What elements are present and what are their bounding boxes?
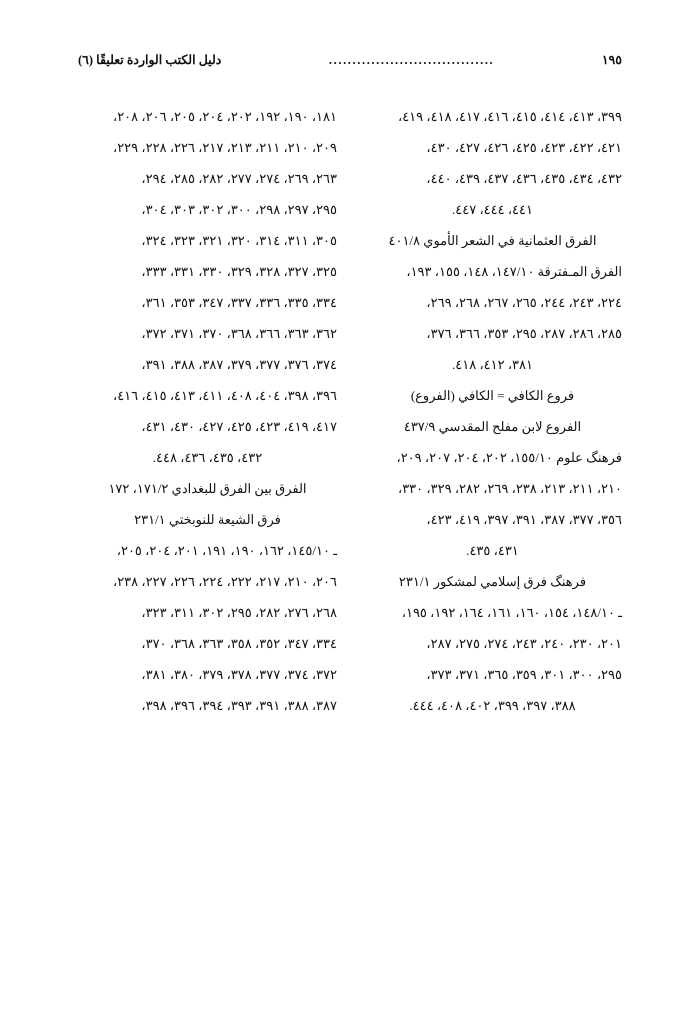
index-line: ٣٨٧، ٣٨٨، ٣٩١، ٣٩٣، ٣٩٤، ٣٩٦، ٣٩٨، bbox=[141, 698, 337, 713]
index-entry-title: فرق الشيعة للنوبختي ٢٣١/١ bbox=[134, 512, 281, 527]
page-header bbox=[78, 52, 622, 71]
index-entry-title: فرهنگ علوم ١٥٥/١٠، ٢٠٢، ٢٠٤، ٢٠٧، ٢٠٩، bbox=[396, 450, 622, 465]
index-line: ٣٨٨، ٣٩٧، ٣٩٩، ٤٠٢، ٤٠٨، ٤٤٤. bbox=[409, 698, 576, 713]
index-line: ٤٣٢، ٤٣٥، ٤٣٦، ٤٤٨. bbox=[152, 450, 263, 465]
index-line: ٢١٠، ٢١١، ٢١٣، ٢٣٨، ٢٦٩، ٢٨٢، ٣٢٩، ٣٣٠، bbox=[398, 481, 622, 496]
index-line: ٣٩٩، ٤١٣، ٤١٤، ٤١٥، ٤١٦، ٤١٧، ٤١٨، ٤١٩، bbox=[398, 109, 622, 124]
index-line: ٢٩٥، ٢٩٧، ٢٩٨، ٣٠٠، ٣٠٢، ٣٠٣، ٣٠٤، bbox=[141, 202, 337, 217]
index-line: ٤٣١، ٤٣٥. bbox=[466, 543, 519, 558]
index-columns bbox=[78, 101, 622, 721]
header-title: دليل الكتب الواردة تعليقًا (٦) bbox=[78, 53, 222, 67]
header-dot-leader: ................................... bbox=[328, 53, 495, 67]
index-column-right bbox=[78, 101, 337, 721]
index-line: ٤٢١، ٤٢٢، ٤٢٣، ٤٢٥، ٤٢٦، ٤٢٧، ٤٣٠، bbox=[426, 140, 622, 155]
index-line: ٣٣٤، ٣٣٥، ٣٣٦، ٣٣٧، ٣٤٧، ٣٥٣، ٣٦١، bbox=[141, 295, 337, 310]
index-line: ١٨١، ١٩٠، ١٩٢، ٢٠٢، ٢٠٤، ٢٠٥، ٢٠٦، ٢٠٨، bbox=[113, 109, 337, 124]
index-line: ٣٧٢، ٣٧٤، ٣٧٧، ٣٧٨، ٣٧٩، ٣٨٠، ٣٨١، bbox=[141, 667, 337, 682]
index-line: ٢٠٦، ٢١٠، ٢١٧، ٢٢٢، ٢٢٤، ٢٢٦، ٢٢٧، ٢٣٨، bbox=[113, 574, 337, 589]
index-entry-title: فروع الكافي = الكافي (الفروع) bbox=[410, 388, 575, 403]
index-line: ٣٧٤، ٣٧٦، ٣٧٧، ٣٧٩، ٣٨٧، ٣٨٨، ٣٩١، bbox=[141, 357, 337, 372]
index-entry-title: الفرق المـفترقة ١٤٧/١٠، ١٤٨، ١٥٥، ١٩٣، bbox=[406, 264, 622, 279]
index-entry-title: الفرق بين الفرق للبغدادي ١٧١/٢، ١٧٢ bbox=[108, 481, 307, 496]
index-line: ٣٢٥، ٣٢٧، ٣٢٨، ٣٢٩، ٣٣٠، ٣٣١، ٣٣٣، bbox=[141, 264, 337, 279]
index-line: ٤٣٢، ٤٣٤، ٤٣٥، ٤٣٦، ٤٣٧، ٤٣٩، ٤٤٠، bbox=[426, 171, 622, 186]
index-line: ٢٠٩، ٢١٠، ٢١١، ٢١٣، ٢١٧، ٢٢٦، ٢٢٨، ٢٢٩، bbox=[113, 140, 337, 155]
index-line: ٣٦٢، ٣٦٣، ٣٦٦، ٣٦٨، ٣٧٠، ٣٧١، ٣٧٢، bbox=[141, 326, 337, 341]
index-line: ٢٦٨، ٢٧٦، ٢٨٢، ٢٩٥، ٣٠٢، ٣١١، ٣٢٣، bbox=[141, 605, 337, 620]
index-line: ٣٨١، ٤١٢، ٤١٨. bbox=[451, 357, 533, 372]
index-line: ٣٠٥، ٣١١، ٣١٤، ٣٢٠، ٣٢١، ٣٢٣، ٣٢٤، bbox=[141, 233, 337, 248]
index-entry-title: الفرق العثمانية في الشعر الأموي ٤٠١/٨ bbox=[388, 233, 597, 248]
index-entry-title: الفروع لابن مفلح المقدسي ٤٣٧/٩ bbox=[403, 419, 582, 434]
index-line: ٣٥٦، ٣٧٧، ٣٨٧، ٣٩١، ٣٩٧، ٤١٩، ٤٢٣، bbox=[426, 512, 622, 527]
index-line: ـ ١٤٥/١٠، ١٦٢، ١٩٠، ١٩١، ٢٠١، ٢٠٤، ٢٠٥، bbox=[116, 543, 337, 558]
index-line: ـ ١٤٨/١٠، ١٥٤، ١٦٠، ١٦١، ١٦٤، ١٩٢، ١٩٥، bbox=[401, 605, 622, 620]
index-entry-title: فرهنگ فرق إسلامي لمشكور ٢٣١/١ bbox=[398, 574, 587, 589]
index-column-left bbox=[363, 101, 622, 721]
index-line: ٢٩٥، ٣٠٠، ٣٠١، ٣٥٩، ٣٦٥، ٣٧١، ٣٧٣، bbox=[426, 667, 622, 682]
index-line: ٤١٧، ٤١٩، ٤٢٣، ٤٢٥، ٤٢٧، ٤٣٠، ٤٣١، bbox=[141, 419, 337, 434]
page-number: ١٩٥ bbox=[601, 53, 622, 67]
index-line: ٣٣٤، ٣٤٧، ٣٥٢، ٣٥٨، ٣٦٣، ٣٦٨، ٣٧٠، bbox=[141, 636, 337, 651]
index-line: ٢٢٤، ٢٤٣، ٢٤٤، ٢٦٥، ٢٦٧، ٢٦٨، ٢٦٩، bbox=[426, 295, 622, 310]
index-line: ٢٦٣، ٢٦٩، ٢٧٤، ٢٧٧، ٢٨٢، ٢٨٥، ٢٩٤، bbox=[141, 171, 337, 186]
index-line: ٢٠١، ٢٣٠، ٢٤٠، ٢٤٣، ٢٧٤، ٢٧٥، ٢٨٧، bbox=[426, 636, 622, 651]
index-line: ٣٩٦، ٣٩٨، ٤٠٤، ٤٠٨، ٤١١، ٤١٣، ٤١٥، ٤١٦، bbox=[113, 388, 337, 403]
index-line: ٤٤١، ٤٤٤، ٤٤٧. bbox=[451, 202, 533, 217]
index-line: ٢٨٥، ٢٨٦، ٢٨٧، ٢٩٥، ٣٥٣، ٣٦٦، ٣٧٦، bbox=[426, 326, 622, 341]
